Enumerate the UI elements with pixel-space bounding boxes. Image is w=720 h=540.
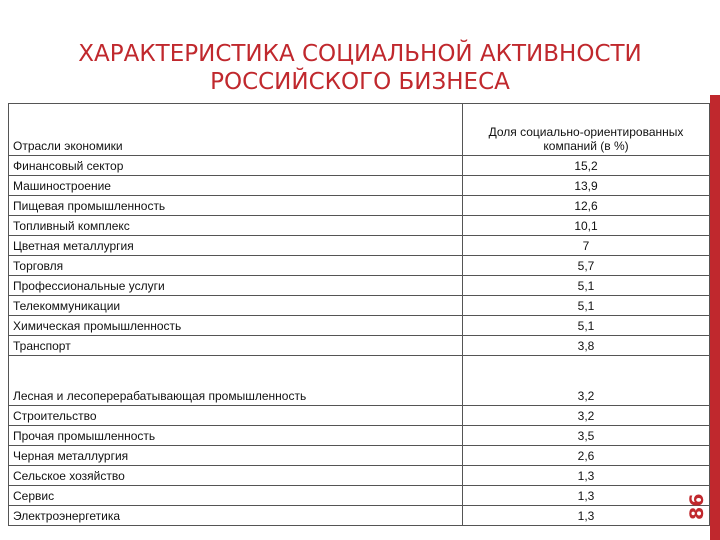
sector-cell: Пищевая промышленность [9,196,463,216]
sector-cell: Строительство [9,406,463,426]
value-cell: 10,1 [463,216,710,236]
sector-cell: Торговля [9,256,463,276]
value-cell: 3,2 [463,406,710,426]
slide-title-line-2: РОССИЙСКОГО БИЗНЕСА [210,69,510,95]
sector-cell: Сервис [9,486,463,506]
table-row [9,316,710,336]
sector-cell: Профессиональные услуги [9,276,463,296]
table-row [9,356,710,406]
value-cell: 1,3 [463,506,710,526]
table-row [9,176,710,196]
sector-cell: Транспорт [9,336,463,356]
value-cell: 3,8 [463,336,710,356]
value-cell: 5,1 [463,296,710,316]
value-cell: 3,5 [463,426,710,446]
table-row [9,276,710,296]
sector-cell: Химическая промышленность [9,316,463,336]
table-row [9,426,710,446]
header-share: Доля социально-ориентированных компаний (в %) [463,104,710,156]
sector-cell: Прочая промышленность [9,426,463,446]
sector-cell: Топливный комплекс [9,216,463,236]
sector-cell: Телекоммуникации [9,296,463,316]
value-cell: 3,2 [463,356,710,406]
table-row [9,446,710,466]
page-number: 86 [686,493,708,520]
sector-cell: Машиностроение [9,176,463,196]
sector-cell: Цветная металлургия [9,236,463,256]
table-row [9,296,710,316]
table-row [9,236,710,256]
table-row [9,216,710,236]
header-sector: Отрасли экономики [9,104,463,156]
value-cell: 5,1 [463,276,710,296]
value-cell: 5,1 [463,316,710,336]
sector-cell: Электроэнергетика [9,506,463,526]
table-header-row [9,104,710,156]
sector-cell: Черная металлургия [9,446,463,466]
table-row [9,156,710,176]
sector-cell: Лесная и лесоперерабатывающая промышленность [9,356,463,406]
table-row [9,406,710,426]
slide-title [40,40,680,96]
sector-cell: Финансовый сектор [9,156,463,176]
value-cell: 13,9 [463,176,710,196]
value-cell: 1,3 [463,466,710,486]
value-cell: 7 [463,236,710,256]
table-row [9,466,710,486]
table-row [9,256,710,276]
slide-title-line-1: ХАРАКТЕРИСТИКА СОЦИАЛЬНОЙ АКТИВНОСТИ [78,41,642,67]
sector-cell: Сельское хозяйство [9,466,463,486]
table-row [9,506,710,526]
value-cell: 2,6 [463,446,710,466]
value-cell: 5,7 [463,256,710,276]
accent-bar [710,95,720,540]
value-cell: 15,2 [463,156,710,176]
sector-table [8,103,710,526]
table-row [9,196,710,216]
table-row [9,336,710,356]
value-cell: 12,6 [463,196,710,216]
table-row [9,486,710,506]
value-cell: 1,3 [463,486,710,506]
